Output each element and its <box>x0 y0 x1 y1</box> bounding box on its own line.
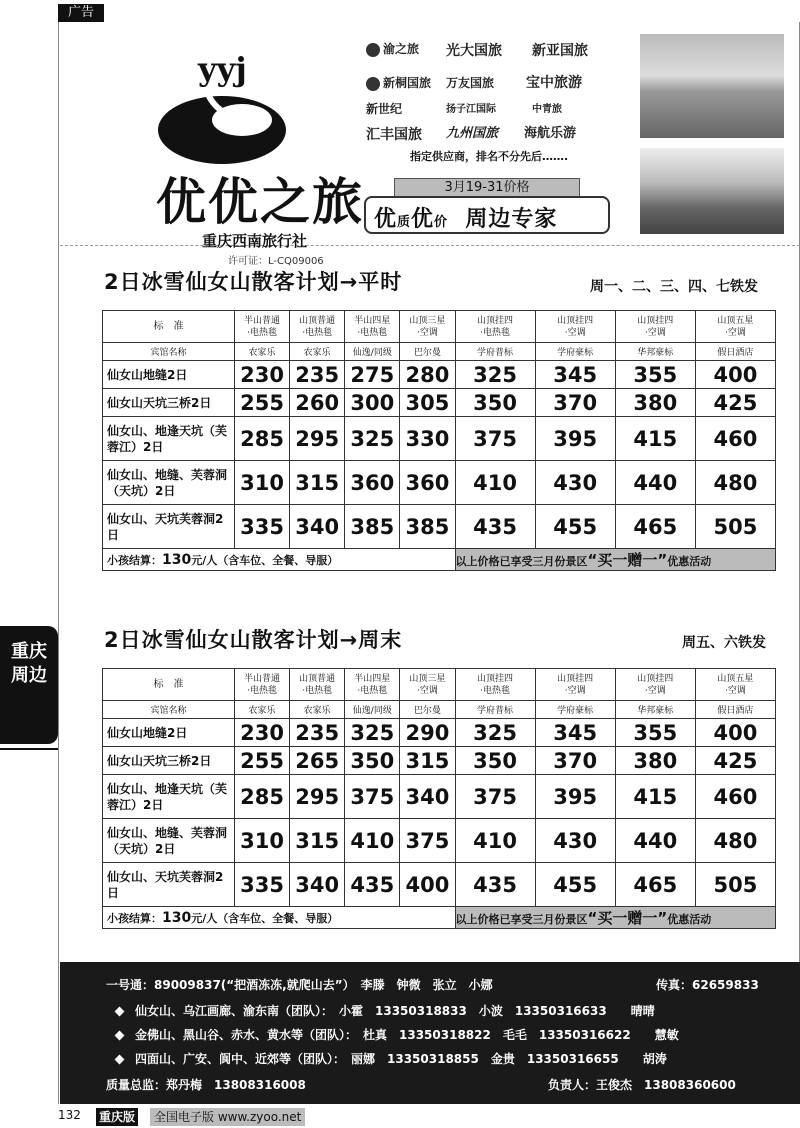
price-cell: 335 <box>235 863 290 907</box>
promo-note <box>455 549 776 571</box>
logo-mark: yyj <box>198 50 247 88</box>
price-cell: 345 <box>535 719 615 747</box>
table-row <box>103 505 776 549</box>
price-cell: 430 <box>535 461 615 505</box>
price-cell: 325 <box>345 719 400 747</box>
website-link[interactable]: 全国电子版 www.zyoo.net <box>150 1108 305 1126</box>
child-price-note <box>103 549 456 571</box>
price-cell: 315 <box>290 461 345 505</box>
price-cell: 370 <box>535 389 615 417</box>
price-cell: 400 <box>695 361 775 389</box>
partner-logo: 渝之旅 <box>366 40 419 57</box>
price-cell: 440 <box>615 461 695 505</box>
standard-line: ·电热毯 <box>247 327 277 338</box>
price-cell: 375 <box>455 417 535 461</box>
price-cell: 235 <box>290 361 345 389</box>
standard-line: 山顶挂四 <box>637 673 674 684</box>
standard-line: 山顶挂四 <box>477 673 514 684</box>
partner-logo: 新世纪 <box>366 102 403 116</box>
header-cell-standard-4 <box>455 669 535 701</box>
standard-line: ·空调 <box>417 327 438 338</box>
route-name-cell: 仙女山地缝2日 <box>103 719 235 747</box>
standard-line: ·电热毯 <box>247 685 277 696</box>
price-cell: 360 <box>400 461 455 505</box>
standard-line: 山顶五星 <box>717 673 754 684</box>
header-cell-hotel: 宾馆名称 <box>103 343 235 361</box>
standard-line: ·电热毯 <box>302 327 333 338</box>
price-cell: 400 <box>695 719 775 747</box>
brand-logo-icon <box>156 50 296 170</box>
price-cell: 415 <box>615 417 695 461</box>
table-row <box>103 719 776 747</box>
route-name-cell: 仙女山、天坑芙蓉洞2日 <box>103 863 235 907</box>
hotel-name-cell: 农家乐 <box>235 701 290 719</box>
diamond-bullet-icon <box>115 1031 125 1041</box>
price-cell: 310 <box>235 819 290 863</box>
hotel-name-cell: 仙逸/同级 <box>345 701 400 719</box>
partner-logo: 光大国旅 <box>446 43 502 59</box>
price-cell: 325 <box>455 719 535 747</box>
price-cell: 255 <box>235 389 290 417</box>
price-cell: 505 <box>695 505 775 549</box>
price-cell: 395 <box>535 417 615 461</box>
price-cell: 460 <box>695 775 775 819</box>
team-contact: 仙女山、乌江画廊、渝东南（团队）： 小霍 13350318833 小波 13350316633 晴晴 <box>116 1002 655 1019</box>
section-title-weekend: 2日冰雪仙女山散客计划→周末 <box>104 628 403 652</box>
standard-line: 山顶三星 <box>409 673 446 684</box>
price-cell: 435 <box>455 863 535 907</box>
hotel-name-cell: 仙逸/同级 <box>345 343 400 361</box>
header-cell-standard-5 <box>535 311 615 343</box>
table-row <box>103 775 776 819</box>
price-cell: 325 <box>455 361 535 389</box>
price-table-weekday <box>102 310 776 571</box>
price-cell: 280 <box>400 361 455 389</box>
standard-line: 山顶挂四 <box>557 673 594 684</box>
diamond-bullet-icon <box>115 1007 125 1017</box>
price-cell: 255 <box>235 747 290 775</box>
price-cell: 340 <box>290 863 345 907</box>
price-cell: 480 <box>695 461 775 505</box>
price-cell: 465 <box>615 505 695 549</box>
brand-name: 优优之旅 <box>156 172 364 231</box>
table-subheader-row <box>103 343 776 361</box>
standard-line: 山顶普通 <box>299 673 336 684</box>
table-subheader-row <box>103 701 776 719</box>
standard-line: ·电热毯 <box>357 327 388 338</box>
header-cell-standard-3 <box>400 311 455 343</box>
price-cell: 305 <box>400 389 455 417</box>
diamond-bullet-icon <box>115 1055 125 1065</box>
hotel-name-cell: 巴尔曼 <box>400 701 455 719</box>
header-cell-standard: 标 准 <box>103 311 235 343</box>
page-footer <box>58 1108 348 1126</box>
price-cell: 310 <box>235 461 290 505</box>
price-cell: 375 <box>345 775 400 819</box>
header-cell-standard-0 <box>235 311 290 343</box>
partner-logo: 中青旅 <box>532 104 562 115</box>
hotel-name-cell: 学府豪标 <box>535 343 615 361</box>
standard-line: 山顶五星 <box>717 315 754 326</box>
standard-line: 山顶挂四 <box>637 315 674 326</box>
header-cell-standard-1 <box>290 669 345 701</box>
price-cell: 410 <box>455 461 535 505</box>
edition-label: 重庆版 <box>96 1108 138 1126</box>
route-name-cell: 仙女山、地逢天坑（芙蓉江）2日 <box>103 417 235 461</box>
route-name-cell: 仙女山天坑三桥2日 <box>103 389 235 417</box>
price-cell: 265 <box>290 747 345 775</box>
route-name-cell: 仙女山、地缝、芙蓉洞（天坑）2日 <box>103 819 235 863</box>
promo-suffix: 优惠活动 <box>667 555 712 568</box>
price-cell: 330 <box>400 417 455 461</box>
price-cell: 360 <box>345 461 400 505</box>
partner-logo: 汇丰国旅 <box>366 127 422 143</box>
price-cell: 275 <box>345 361 400 389</box>
price-cell: 505 <box>695 863 775 907</box>
table-header-row <box>103 311 776 343</box>
price-date: 3月19-31价格 <box>394 178 580 198</box>
hotel-name-cell: 学府普标 <box>455 343 535 361</box>
standard-line: ·空调 <box>564 327 586 338</box>
price-cell: 455 <box>535 863 615 907</box>
table-row <box>103 461 776 505</box>
train-days-weekend: 周五、六铁发 <box>682 635 766 651</box>
price-cell: 355 <box>615 719 695 747</box>
hotel-name-cell: 学府豪标 <box>535 701 615 719</box>
hotel-name-cell: 农家乐 <box>235 343 290 361</box>
promo-suffix: 优惠活动 <box>667 913 712 926</box>
standard-line: ·空调 <box>644 685 666 696</box>
promo-prefix: 以上价格已享受三月份景区 <box>455 913 588 926</box>
price-cell: 395 <box>535 775 615 819</box>
header-cell-standard-7 <box>695 311 775 343</box>
price-table-weekend <box>102 668 776 929</box>
route-name-cell: 仙女山、地缝、芙蓉洞（天坑）2日 <box>103 461 235 505</box>
price-cell: 335 <box>235 505 290 549</box>
route-name-cell: 仙女山天坑三桥2日 <box>103 747 235 775</box>
partner-logo: 万友国旅 <box>446 76 495 90</box>
price-cell: 230 <box>235 361 290 389</box>
standard-line: 半山普通 <box>244 315 281 326</box>
hotel-name-cell: 农家乐 <box>290 701 345 719</box>
hotel-name-cell: 华邦豪标 <box>615 701 695 719</box>
price-cell: 285 <box>235 775 290 819</box>
team-contact: 四面山、广安、阆中、近郊等（团队）： 丽娜 13350318855 金贵 13350316655 胡涛 <box>116 1050 667 1067</box>
standard-line: 半山普通 <box>244 673 281 684</box>
route-name-cell: 仙女山、天坑芙蓉洞2日 <box>103 505 235 549</box>
promo-quote: “买一赠一” <box>587 909 668 927</box>
price-cell: 425 <box>695 389 775 417</box>
train-days-weekday: 周一、二、三、四、七铁发 <box>590 279 758 295</box>
price-cell: 480 <box>695 819 775 863</box>
price-cell: 385 <box>345 505 400 549</box>
price-cell: 235 <box>290 719 345 747</box>
manager: 负责人：王俊杰 13808360600 <box>548 1078 736 1092</box>
standard-line: 半山四星 <box>354 673 391 684</box>
price-cell: 370 <box>535 747 615 775</box>
standard-line: 山顶挂四 <box>477 315 514 326</box>
standard-line: 半山四星 <box>354 315 391 326</box>
header-cell-standard-3 <box>400 669 455 701</box>
standard-line: ·空调 <box>724 327 746 338</box>
header-cell-standard-1 <box>290 311 345 343</box>
header-cell-hotel: 宾馆名称 <box>103 701 235 719</box>
standard-line: 山顶三星 <box>409 315 446 326</box>
price-cell: 380 <box>615 389 695 417</box>
price-cell: 300 <box>345 389 400 417</box>
price-cell: 455 <box>535 505 615 549</box>
hotel-name-cell: 假日酒店 <box>695 343 775 361</box>
slogan-box <box>364 196 610 234</box>
header-cell-standard-6 <box>615 669 695 701</box>
team-contact: 金佛山、黑山谷、赤水、黄水等（团队）： 杜真 13350318822 毛毛 13350316622 慧敏 <box>116 1026 679 1043</box>
standard-line: ·空调 <box>564 685 586 696</box>
table-footer-row <box>103 907 776 929</box>
header-cell-standard-4 <box>455 311 535 343</box>
child-price: 130 <box>162 909 192 926</box>
header-cell-standard-5 <box>535 669 615 701</box>
price-cell: 325 <box>345 417 400 461</box>
price-cell: 350 <box>345 747 400 775</box>
standard-line: 山顶普通 <box>299 315 336 326</box>
price-cell: 340 <box>290 505 345 549</box>
price-cell: 345 <box>535 361 615 389</box>
child-price: 130 <box>162 551 192 568</box>
standard-line: ·空调 <box>417 685 438 696</box>
side-tab <box>0 626 58 744</box>
price-cell: 315 <box>290 819 345 863</box>
price-cell: 440 <box>615 819 695 863</box>
ad-label: 广告 <box>58 4 104 22</box>
standard-line: ·电热毯 <box>480 685 510 696</box>
standard-line: 山顶挂四 <box>557 315 594 326</box>
child-label: 小孩结算： <box>107 911 162 925</box>
route-name-cell: 仙女山、地逢天坑（芙蓉江）2日 <box>103 775 235 819</box>
price-cell: 415 <box>615 775 695 819</box>
partner-mark-icon <box>366 43 380 57</box>
price-cell: 435 <box>455 505 535 549</box>
header-cell-standard: 标 准 <box>103 669 235 701</box>
hotel-name-cell: 巴尔曼 <box>400 343 455 361</box>
price-cell: 355 <box>615 361 695 389</box>
section-title-weekday: 2日冰雪仙女山散客计划→平时 <box>104 270 403 294</box>
promo-quote: “买一赠一” <box>587 551 668 569</box>
partner-logo: 宝中旅游 <box>526 75 582 91</box>
table-row <box>103 747 776 775</box>
partner-logo: 新桐国旅 <box>366 74 431 91</box>
side-tab-line: 重庆 <box>11 641 47 662</box>
price-cell: 230 <box>235 719 290 747</box>
price-cell: 410 <box>345 819 400 863</box>
quality-director: 质量总监：郑丹梅 13808316008 <box>106 1078 306 1092</box>
route-name-cell: 仙女山地缝2日 <box>103 361 235 389</box>
price-cell: 375 <box>455 775 535 819</box>
price-cell: 295 <box>290 775 345 819</box>
standard-line: ·电热毯 <box>302 685 333 696</box>
hotel-name-cell: 农家乐 <box>290 343 345 361</box>
price-cell: 410 <box>455 819 535 863</box>
price-cell: 350 <box>455 747 535 775</box>
table-row <box>103 819 776 863</box>
price-cell: 385 <box>400 505 455 549</box>
table-row <box>103 863 776 907</box>
header-cell-standard-7 <box>695 669 775 701</box>
header-cell-standard-2 <box>345 311 400 343</box>
page-number: 132 <box>58 1108 81 1122</box>
price-cell: 400 <box>400 863 455 907</box>
child-label: 小孩结算： <box>107 553 162 567</box>
table-footer-row <box>103 549 776 571</box>
table-row <box>103 417 776 461</box>
fax: 传真：62659833 <box>656 978 759 992</box>
price-cell: 350 <box>455 389 535 417</box>
supplier-note: 指定供应商，排名不分先后……. <box>410 150 569 163</box>
price-cell: 295 <box>290 417 345 461</box>
partner-logo: 海航乐游 <box>524 126 577 141</box>
standard-line: ·电热毯 <box>480 327 510 338</box>
table-row <box>103 389 776 417</box>
partner-logo: 扬子江国际 <box>446 104 496 115</box>
header-cell-standard-6 <box>615 311 695 343</box>
side-tab-underline <box>0 748 58 750</box>
standard-line: ·空调 <box>724 685 746 696</box>
price-cell: 380 <box>615 747 695 775</box>
child-unit: 元/人（含车位、全餐、导服） <box>191 553 339 567</box>
agency-name: 重庆西南旅行社 <box>202 232 308 250</box>
hotel-name-cell: 学府普标 <box>455 701 535 719</box>
rock-pillar-photo <box>640 148 784 234</box>
partner-logo: 九州国旅 <box>446 126 499 141</box>
promo-prefix: 以上价格已享受三月份景区 <box>455 555 588 568</box>
grassland-photo <box>640 34 784 138</box>
standard-line: ·空调 <box>644 327 666 338</box>
child-price-note <box>103 907 456 929</box>
partner-logo: 新亚国旅 <box>532 43 588 59</box>
hotel-name-cell: 华邦豪标 <box>615 343 695 361</box>
header-cell-standard-2 <box>345 669 400 701</box>
hotline: 一号通：89009837(“把酒冻冻,就爬山去”） 李滕 钟微 张立 小娜 <box>106 978 493 992</box>
standard-line: ·电热毯 <box>357 685 388 696</box>
price-cell: 260 <box>290 389 345 417</box>
header-cell-standard-0 <box>235 669 290 701</box>
child-unit: 元/人（含车位、全餐、导服） <box>191 911 339 925</box>
price-cell: 460 <box>695 417 775 461</box>
side-tab-line: 周边 <box>11 665 47 686</box>
price-cell: 340 <box>400 775 455 819</box>
price-cell: 290 <box>400 719 455 747</box>
table-row <box>103 361 776 389</box>
header <box>60 22 800 267</box>
contact-panel <box>60 962 800 1104</box>
price-cell: 430 <box>535 819 615 863</box>
price-cell: 315 <box>400 747 455 775</box>
partner-mark-icon <box>366 77 380 91</box>
license-number: 许可证：L-CQ09006 <box>228 256 324 267</box>
hotel-name-cell: 假日酒店 <box>695 701 775 719</box>
price-cell: 425 <box>695 747 775 775</box>
table-header-row <box>103 669 776 701</box>
price-cell: 435 <box>345 863 400 907</box>
frame-line-left <box>58 22 59 1104</box>
promo-note <box>455 907 776 929</box>
slogan: 优质优价 周边专家 <box>374 207 558 232</box>
price-cell: 285 <box>235 417 290 461</box>
price-cell: 375 <box>400 819 455 863</box>
price-cell: 465 <box>615 863 695 907</box>
